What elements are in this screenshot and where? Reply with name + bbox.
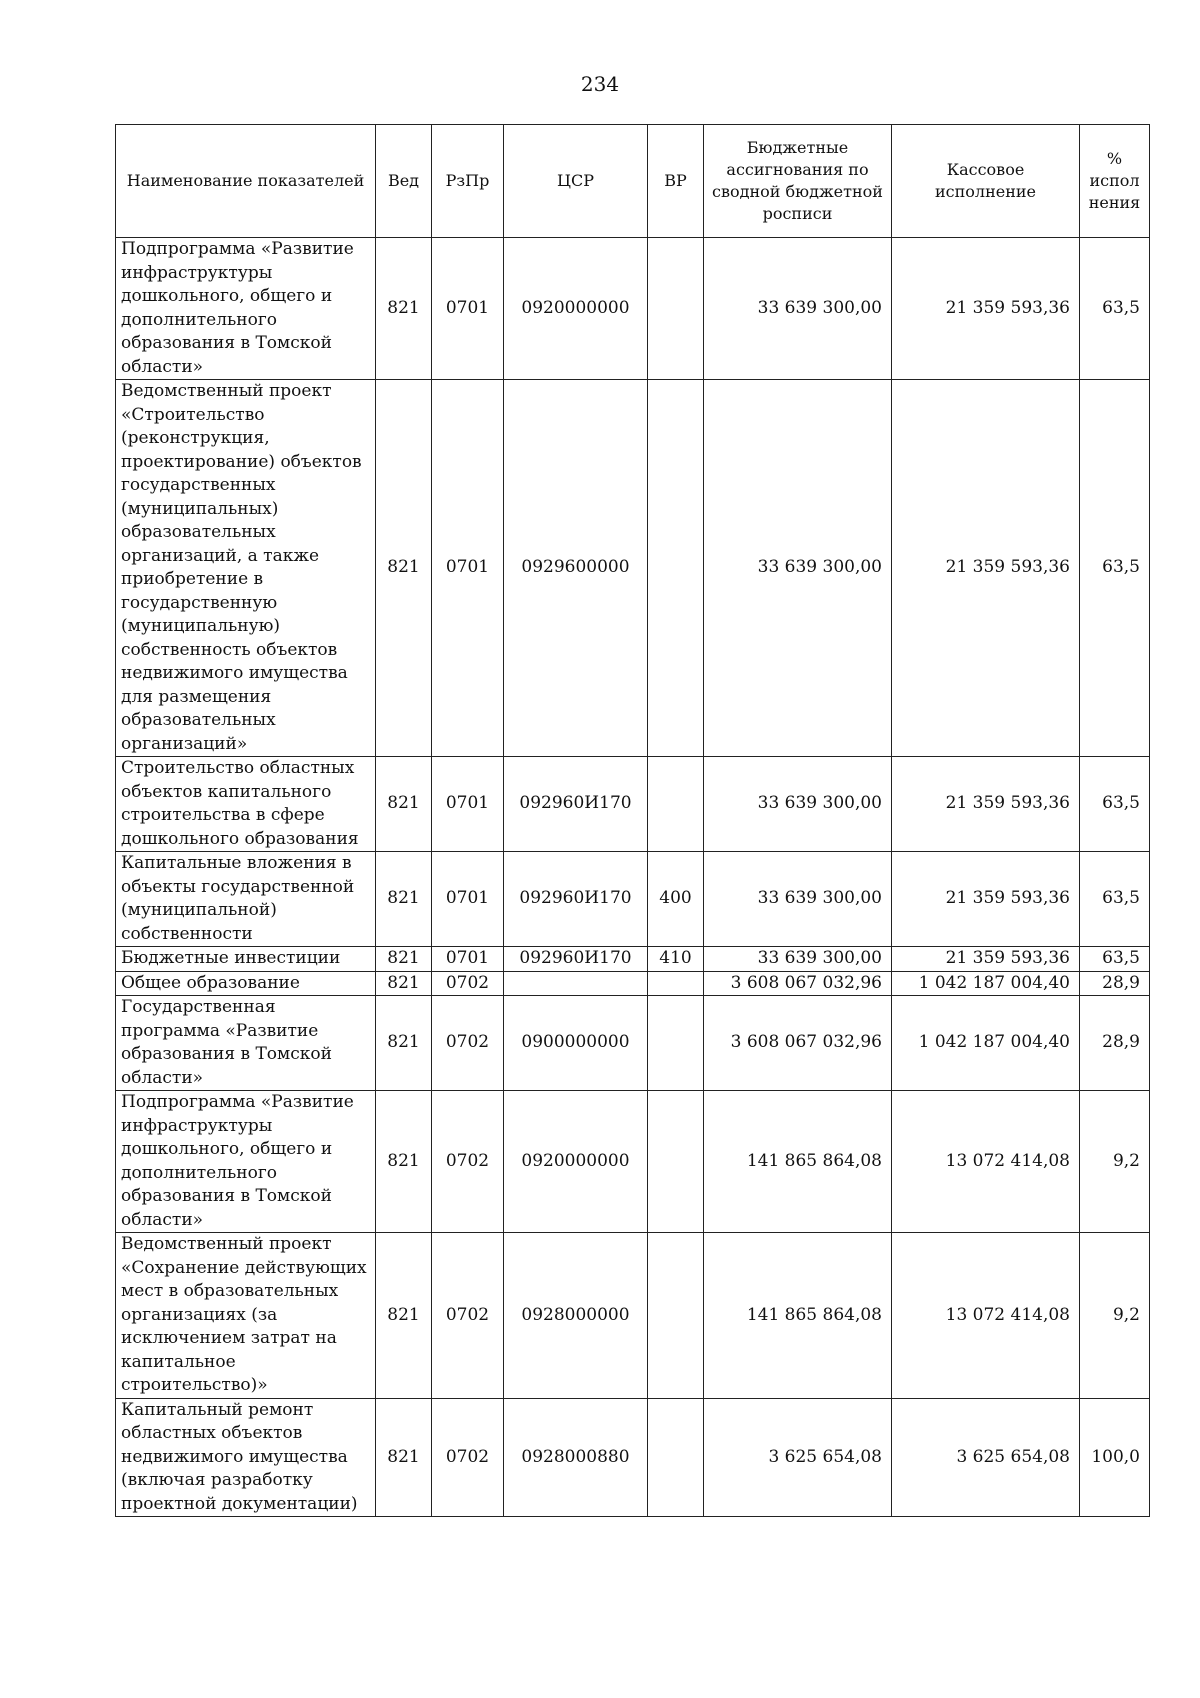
row-fact: 21 359 593,36 bbox=[892, 852, 1080, 947]
row-vr: 400 bbox=[648, 852, 704, 947]
header-name: Наименование показателей bbox=[116, 125, 376, 238]
row-plan: 3 608 067 032,96 bbox=[704, 971, 892, 996]
row-csr: 0920000000 bbox=[504, 1091, 648, 1233]
row-rzpr: 0701 bbox=[432, 380, 504, 757]
row-vr bbox=[648, 1233, 704, 1399]
row-rzpr: 0702 bbox=[432, 971, 504, 996]
table-row bbox=[116, 1398, 1150, 1517]
row-ved: 821 bbox=[376, 1091, 432, 1233]
row-pct: 28,9 bbox=[1080, 996, 1150, 1091]
row-pct: 9,2 bbox=[1080, 1091, 1150, 1233]
header-ved: Вед bbox=[376, 125, 432, 238]
row-name: Бюджетные инвестиции bbox=[116, 947, 376, 972]
header-rzpr: РзПр bbox=[432, 125, 504, 238]
row-fact: 3 625 654,08 bbox=[892, 1398, 1080, 1517]
row-plan: 33 639 300,00 bbox=[704, 852, 892, 947]
row-pct: 63,5 bbox=[1080, 238, 1150, 380]
row-csr: 092960И170 bbox=[504, 852, 648, 947]
row-csr bbox=[504, 971, 648, 996]
page-number: 234 bbox=[580, 72, 620, 96]
header-csr: ЦСР bbox=[504, 125, 648, 238]
row-vr bbox=[648, 380, 704, 757]
row-plan: 141 865 864,08 bbox=[704, 1091, 892, 1233]
table-row bbox=[116, 947, 1150, 972]
row-rzpr: 0701 bbox=[432, 947, 504, 972]
row-csr: 092960И170 bbox=[504, 947, 648, 972]
table-row bbox=[116, 1091, 1150, 1233]
row-plan: 141 865 864,08 bbox=[704, 1233, 892, 1399]
row-plan: 3 625 654,08 bbox=[704, 1398, 892, 1517]
row-vr bbox=[648, 1398, 704, 1517]
row-fact: 21 359 593,36 bbox=[892, 238, 1080, 380]
row-plan: 33 639 300,00 bbox=[704, 947, 892, 972]
table-header-row bbox=[116, 125, 1150, 238]
row-ved: 821 bbox=[376, 757, 432, 852]
row-plan: 33 639 300,00 bbox=[704, 238, 892, 380]
row-ved: 821 bbox=[376, 947, 432, 972]
table-row bbox=[116, 852, 1150, 947]
row-fact: 21 359 593,36 bbox=[892, 947, 1080, 972]
row-vr bbox=[648, 971, 704, 996]
table-row bbox=[116, 1233, 1150, 1399]
row-name: Ведомственный проект «Сохранение действующих мест в образовательных организациях (за исключением затрат на капитальное строительство)» bbox=[116, 1233, 376, 1399]
row-csr: 0900000000 bbox=[504, 996, 648, 1091]
header-plan: Бюджетные ассигнования по сводной бюджетной росписи bbox=[704, 125, 892, 238]
row-vr: 410 bbox=[648, 947, 704, 972]
row-vr bbox=[648, 1091, 704, 1233]
row-pct: 9,2 bbox=[1080, 1233, 1150, 1399]
row-pct: 63,5 bbox=[1080, 757, 1150, 852]
row-plan: 33 639 300,00 bbox=[704, 380, 892, 757]
row-name: Государственная программа «Развитие образования в Томской области» bbox=[116, 996, 376, 1091]
row-pct: 63,5 bbox=[1080, 947, 1150, 972]
row-fact: 21 359 593,36 bbox=[892, 380, 1080, 757]
table-row bbox=[116, 971, 1150, 996]
row-csr: 0920000000 bbox=[504, 238, 648, 380]
row-name: Подпрограмма «Развитие инфраструктуры дошкольного, общего и дополнительного образования в Томской области» bbox=[116, 238, 376, 380]
row-ved: 821 bbox=[376, 238, 432, 380]
header-pct: % испол нения bbox=[1080, 125, 1150, 238]
row-rzpr: 0702 bbox=[432, 996, 504, 1091]
row-fact: 13 072 414,08 bbox=[892, 1091, 1080, 1233]
header-vr: ВР bbox=[648, 125, 704, 238]
row-ved: 821 bbox=[376, 971, 432, 996]
row-pct: 63,5 bbox=[1080, 852, 1150, 947]
row-ved: 821 bbox=[376, 996, 432, 1091]
table-row bbox=[116, 380, 1150, 757]
row-csr: 092960И170 bbox=[504, 757, 648, 852]
row-fact: 13 072 414,08 bbox=[892, 1233, 1080, 1399]
row-fact: 1 042 187 004,40 bbox=[892, 996, 1080, 1091]
row-name: Подпрограмма «Развитие инфраструктуры дошкольного, общего и дополнительного образования в Томской области» bbox=[116, 1091, 376, 1233]
row-ved: 821 bbox=[376, 380, 432, 757]
row-pct: 28,9 bbox=[1080, 971, 1150, 996]
row-rzpr: 0701 bbox=[432, 757, 504, 852]
row-rzpr: 0701 bbox=[432, 238, 504, 380]
row-name: Общее образование bbox=[116, 971, 376, 996]
header-fact: Кассовое исполнение bbox=[892, 125, 1080, 238]
row-vr bbox=[648, 757, 704, 852]
row-fact: 21 359 593,36 bbox=[892, 757, 1080, 852]
row-rzpr: 0702 bbox=[432, 1091, 504, 1233]
row-plan: 33 639 300,00 bbox=[704, 757, 892, 852]
row-name: Капитальные вложения в объекты государственной (муниципальной) собственности bbox=[116, 852, 376, 947]
row-pct: 100,0 bbox=[1080, 1398, 1150, 1517]
row-name: Ведомственный проект «Строительство (реконструкция, проектирование) объектов государственных (муниципальных) образовательных организаций, а также приобретение в государственную (муниципальную) собственность объектов недвижимого имущества для размещения образовательных организаций» bbox=[116, 380, 376, 757]
row-plan: 3 608 067 032,96 bbox=[704, 996, 892, 1091]
row-rzpr: 0702 bbox=[432, 1233, 504, 1399]
row-ved: 821 bbox=[376, 1398, 432, 1517]
row-csr: 0928000880 bbox=[504, 1398, 648, 1517]
row-rzpr: 0702 bbox=[432, 1398, 504, 1517]
table-row bbox=[116, 996, 1150, 1091]
row-name: Строительство областных объектов капитального строительства в сфере дошкольного образования bbox=[116, 757, 376, 852]
row-pct: 63,5 bbox=[1080, 380, 1150, 757]
table-row bbox=[116, 757, 1150, 852]
row-vr bbox=[648, 238, 704, 380]
budget-execution-table bbox=[115, 124, 1150, 1517]
row-csr: 0929600000 bbox=[504, 380, 648, 757]
table-row bbox=[116, 238, 1150, 380]
row-fact: 1 042 187 004,40 bbox=[892, 971, 1080, 996]
row-ved: 821 bbox=[376, 1233, 432, 1399]
row-csr: 0928000000 bbox=[504, 1233, 648, 1399]
row-rzpr: 0701 bbox=[432, 852, 504, 947]
row-ved: 821 bbox=[376, 852, 432, 947]
row-vr bbox=[648, 996, 704, 1091]
row-name: Капитальный ремонт областных объектов недвижимого имущества (включая разработку проектной документации) bbox=[116, 1398, 376, 1517]
